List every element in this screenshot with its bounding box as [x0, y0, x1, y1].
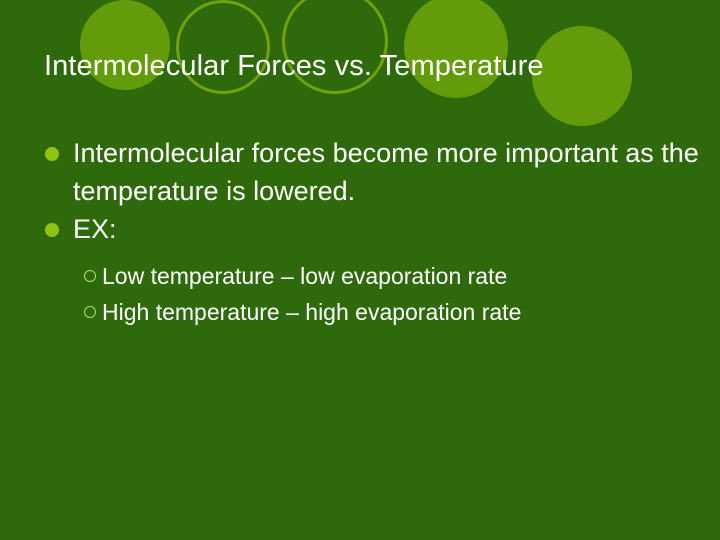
hollow-circle-bullet-icon: [84, 270, 96, 282]
sub-bullet-item: [0, 258, 720, 294]
sub-bullet-list: [0, 258, 720, 330]
bullet-text: EX:: [73, 214, 117, 244]
bullet-item: [0, 210, 713, 248]
bullet-item: [0, 134, 713, 210]
decorative-circle-filled: [404, 0, 508, 98]
sub-bullet-item: [0, 294, 720, 330]
bullet-list: [0, 134, 720, 248]
decorative-circle-filled: [532, 26, 632, 126]
sub-bullet-text: Low temperature – low evaporation rate: [102, 263, 508, 289]
slide-title: Intermolecular Forces vs. Temperature: [44, 50, 544, 82]
sub-bullet-text: High temperature – high evaporation rate: [102, 299, 522, 325]
bullet-text: Intermolecular forces become more important as the temperature is lowered.: [73, 138, 699, 206]
bullet-dot-icon: [45, 223, 59, 237]
hollow-circle-bullet-icon: [84, 306, 96, 318]
bullet-dot-icon: [45, 147, 59, 161]
